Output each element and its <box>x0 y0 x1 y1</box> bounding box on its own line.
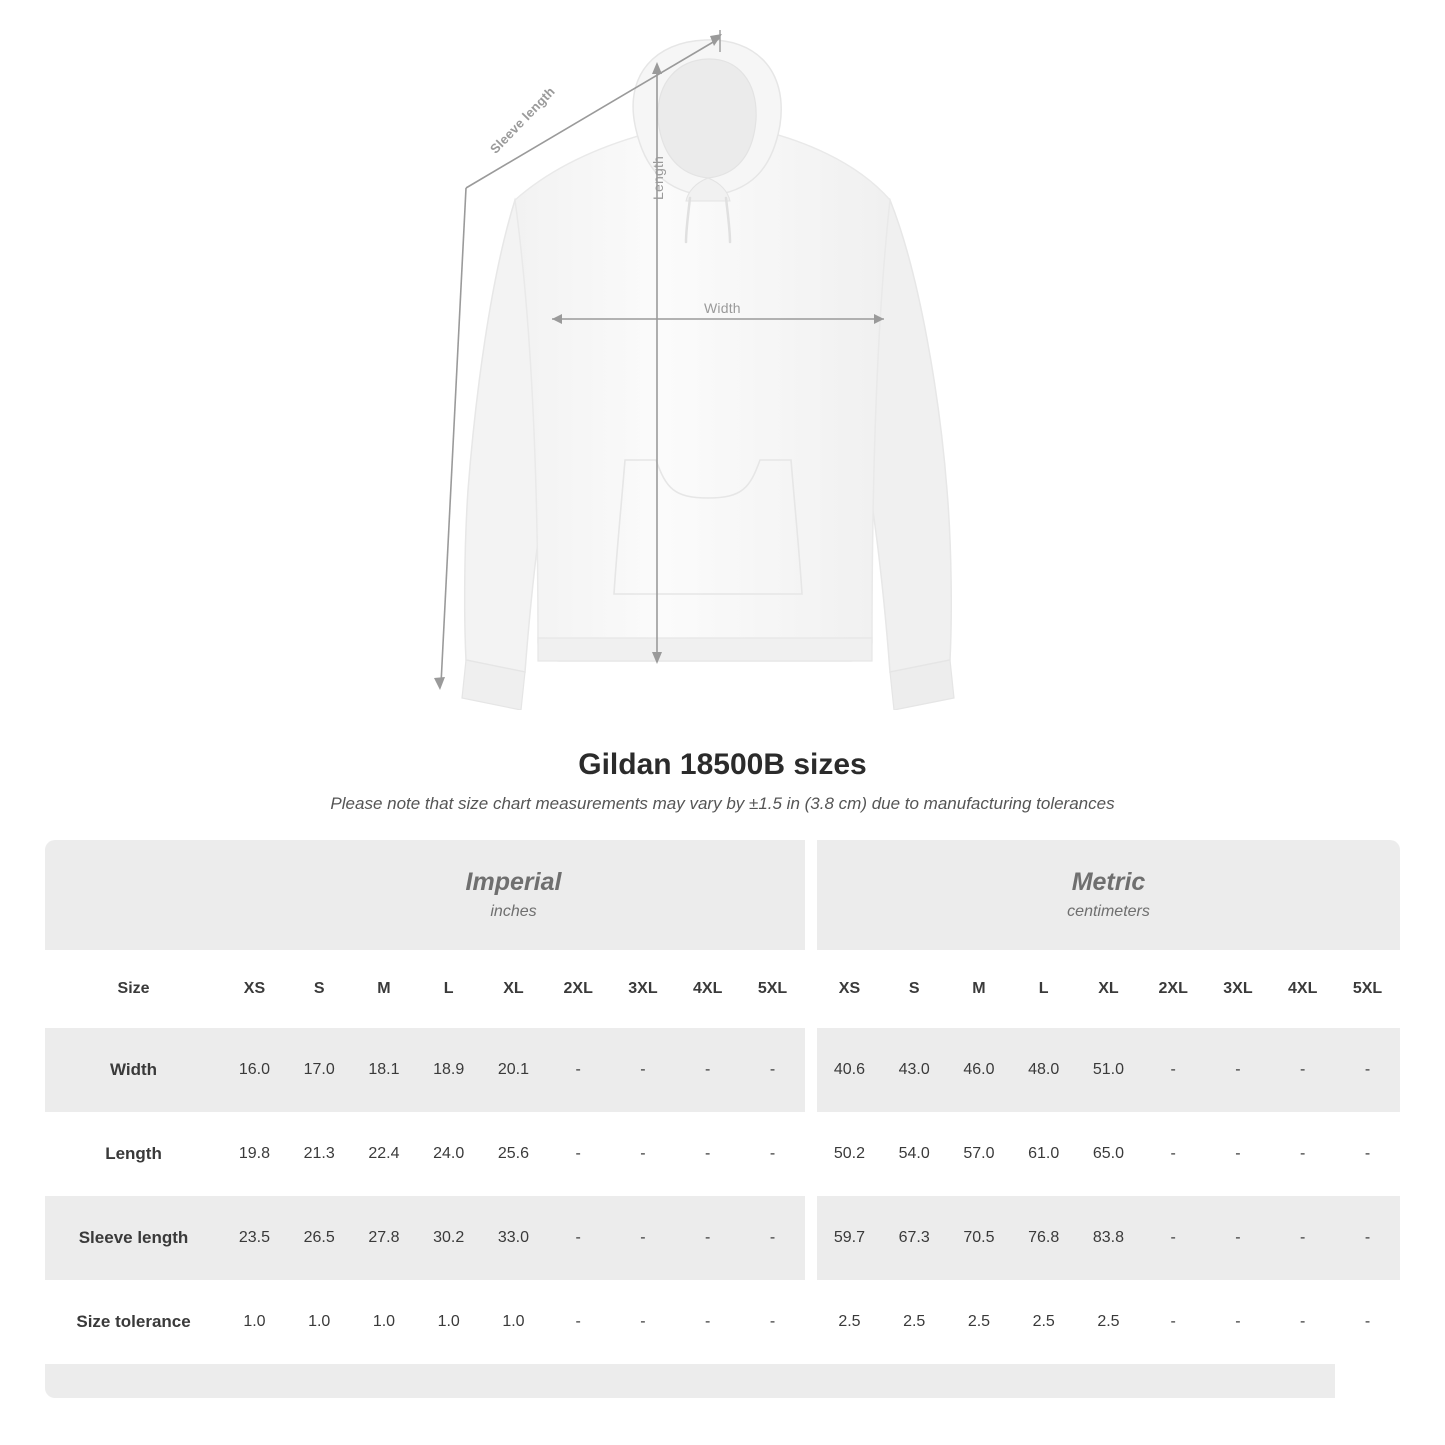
size-header-metric-s: S <box>882 950 947 1028</box>
cell-width-metric-2xl: - <box>1141 1028 1206 1112</box>
row-label-width: Width <box>45 1028 222 1112</box>
row-separator <box>805 1280 817 1364</box>
cell-tolerance-imperial-3xl: - <box>640 1313 646 1330</box>
cell-length-metric-3xl: - <box>1235 1145 1241 1162</box>
unit-name-metric: Metric <box>1071 868 1146 897</box>
cell-tolerance-metric-xs: 2.5 <box>838 1313 861 1330</box>
unit-header-imperial <box>222 840 805 950</box>
cell-sleeve-metric-m: 70.5 <box>947 1196 1012 1280</box>
tolerance-note: Please note that size chart measurements may vary by ±1.5 in (3.8 cm) due to manufacturing tolerances <box>330 794 1115 813</box>
unit-header-spacer <box>45 840 222 950</box>
cell-tolerance-metric-4xl: - <box>1300 1313 1306 1330</box>
cell-length-metric-xl: 65.0 <box>1092 1145 1124 1162</box>
table-row <box>45 1112 1400 1196</box>
cell-sleeve-metric-s: 67.3 <box>882 1196 947 1280</box>
table-footer-row <box>45 1364 1400 1398</box>
cell-tolerance-imperial-5xl: - <box>769 1313 776 1330</box>
size-header-row <box>45 950 1400 1028</box>
cell-sleeve-imperial-3xl: - <box>611 1196 676 1280</box>
measurement-arrows <box>0 0 1445 720</box>
cell-tolerance-metric-m: 2.5 <box>967 1313 991 1330</box>
cell-width-imperial-xl: 20.1 <box>481 1028 546 1112</box>
size-header-imperial-m: M <box>352 950 417 1028</box>
cell-width-imperial-2xl: - <box>546 1028 611 1112</box>
cell-length-imperial-xl: 25.6 <box>497 1145 529 1162</box>
size-header-metric-5xl: 5XL <box>1335 950 1400 1028</box>
title-block <box>0 748 1445 814</box>
size-header-label: Size <box>45 950 222 1028</box>
size-header-imperial-s: S <box>287 950 352 1028</box>
cell-length-imperial-s: 21.3 <box>303 1145 335 1162</box>
size-table-wrapper <box>45 840 1400 1398</box>
cell-width-metric-xl: 51.0 <box>1076 1028 1141 1112</box>
cell-length-imperial-2xl: - <box>575 1145 581 1162</box>
cell-width-imperial-4xl: - <box>675 1028 740 1112</box>
cell-length-imperial-xs: 19.8 <box>238 1145 270 1162</box>
size-header-metric-xs: XS <box>817 950 882 1028</box>
cell-tolerance-metric-s: 2.5 <box>903 1313 926 1330</box>
cell-length-imperial-5xl: - <box>769 1145 776 1162</box>
cell-tolerance-imperial-4xl: - <box>705 1313 711 1330</box>
size-header-imperial-2xl: 2XL <box>546 950 611 1028</box>
unit-sub-imperial: inches <box>490 902 537 920</box>
unit-name-imperial: Imperial <box>465 868 562 897</box>
unit-header-row <box>45 840 1400 950</box>
size-header-imperial-xl: XL <box>481 950 546 1028</box>
row-separator <box>805 1028 817 1112</box>
cell-sleeve-metric-2xl: - <box>1141 1196 1206 1280</box>
size-header-imperial-xs: XS <box>222 950 287 1028</box>
cell-tolerance-imperial-xl: 1.0 <box>502 1313 525 1330</box>
cell-tolerance-imperial-xs: 1.0 <box>243 1313 266 1330</box>
cell-width-metric-xs: 40.6 <box>817 1028 882 1112</box>
cell-width-metric-s: 43.0 <box>882 1028 947 1112</box>
cell-tolerance-imperial-s: 1.0 <box>308 1313 331 1330</box>
cell-sleeve-metric-5xl: - <box>1335 1196 1400 1280</box>
cell-width-imperial-5xl: - <box>740 1028 805 1112</box>
cell-length-metric-l: 61.0 <box>1028 1145 1060 1162</box>
cell-length-metric-4xl: - <box>1300 1145 1306 1162</box>
cell-length-imperial-4xl: - <box>705 1145 711 1162</box>
size-header-separator <box>805 950 817 1028</box>
row-separator <box>805 1112 817 1196</box>
cell-tolerance-metric-3xl: - <box>1235 1313 1241 1330</box>
cell-tolerance-metric-xl: 2.5 <box>1097 1313 1120 1330</box>
label-length: Length <box>650 155 666 200</box>
page-title: Gildan 18500B sizes <box>578 748 867 781</box>
cell-sleeve-metric-4xl: - <box>1270 1196 1335 1280</box>
cell-sleeve-metric-l: 76.8 <box>1011 1196 1076 1280</box>
cell-width-imperial-3xl: - <box>611 1028 676 1112</box>
cell-sleeve-imperial-xs: 23.5 <box>222 1196 287 1280</box>
row-label-sleeve-length: Sleeve length <box>45 1196 222 1280</box>
cell-width-imperial-l: 18.9 <box>416 1028 481 1112</box>
cell-sleeve-metric-xs: 59.7 <box>817 1196 882 1280</box>
cell-sleeve-imperial-2xl: - <box>546 1196 611 1280</box>
cell-width-imperial-xs: 16.0 <box>222 1028 287 1112</box>
table-footer-strip <box>45 1364 1335 1398</box>
cell-sleeve-imperial-5xl: - <box>740 1196 805 1280</box>
cell-tolerance-metric-5xl: - <box>1364 1313 1371 1330</box>
label-width: Width <box>704 300 741 316</box>
size-header-metric-3xl: 3XL <box>1206 950 1271 1028</box>
size-header-imperial-5xl: 5XL <box>740 950 805 1028</box>
cell-sleeve-metric-3xl: - <box>1206 1196 1271 1280</box>
table-row <box>45 1028 1400 1112</box>
cell-length-metric-5xl: - <box>1364 1145 1371 1162</box>
cell-width-imperial-m: 18.1 <box>352 1028 417 1112</box>
cell-width-metric-m: 46.0 <box>947 1028 1012 1112</box>
cell-sleeve-imperial-s: 26.5 <box>287 1196 352 1280</box>
size-header-imperial-4xl: 4XL <box>675 950 740 1028</box>
size-header-metric-4xl: 4XL <box>1270 950 1335 1028</box>
row-separator <box>805 1196 817 1280</box>
cell-length-metric-xs: 50.2 <box>833 1145 865 1162</box>
cell-width-metric-l: 48.0 <box>1011 1028 1076 1112</box>
size-header-metric-xl: XL <box>1076 950 1141 1028</box>
garment-illustration <box>0 0 1445 720</box>
size-table <box>45 840 1400 1398</box>
unit-header-separator <box>805 840 817 950</box>
size-header-imperial-3xl: 3XL <box>611 950 676 1028</box>
cell-width-metric-4xl: - <box>1270 1028 1335 1112</box>
cell-sleeve-imperial-xl: 33.0 <box>481 1196 546 1280</box>
cell-tolerance-imperial-l: 1.0 <box>437 1313 460 1330</box>
unit-sub-metric: centimeters <box>1067 902 1150 920</box>
cell-sleeve-imperial-4xl: - <box>675 1196 740 1280</box>
size-header-metric-2xl: 2XL <box>1141 950 1206 1028</box>
size-header-metric-m: M <box>947 950 1012 1028</box>
table-row <box>45 1280 1400 1364</box>
cell-sleeve-imperial-l: 30.2 <box>416 1196 481 1280</box>
cell-length-metric-s: 54.0 <box>898 1145 930 1162</box>
label-sleeve-length: Sleeve length <box>487 83 558 157</box>
cell-width-metric-5xl: - <box>1335 1028 1400 1112</box>
cell-tolerance-metric-l: 2.5 <box>1032 1313 1055 1330</box>
cell-length-metric-2xl: - <box>1170 1145 1176 1162</box>
cell-length-imperial-m: 22.4 <box>368 1145 400 1162</box>
cell-tolerance-imperial-2xl: - <box>575 1313 581 1330</box>
row-label-size-tolerance: Size tolerance <box>76 1312 191 1331</box>
cell-length-metric-m: 57.0 <box>963 1145 995 1162</box>
cell-length-imperial-l: 24.0 <box>433 1145 465 1162</box>
cell-width-imperial-s: 17.0 <box>287 1028 352 1112</box>
cell-tolerance-imperial-m: 1.0 <box>372 1313 396 1330</box>
row-label-length: Length <box>105 1144 162 1163</box>
table-row <box>45 1196 1400 1280</box>
cell-tolerance-metric-2xl: - <box>1170 1313 1176 1330</box>
cell-length-imperial-3xl: - <box>640 1145 646 1162</box>
cell-width-metric-3xl: - <box>1206 1028 1271 1112</box>
cell-sleeve-imperial-m: 27.8 <box>352 1196 417 1280</box>
size-header-metric-l: L <box>1011 950 1076 1028</box>
unit-header-metric <box>817 840 1400 950</box>
size-header-imperial-l: L <box>416 950 481 1028</box>
cell-sleeve-metric-xl: 83.8 <box>1076 1196 1141 1280</box>
